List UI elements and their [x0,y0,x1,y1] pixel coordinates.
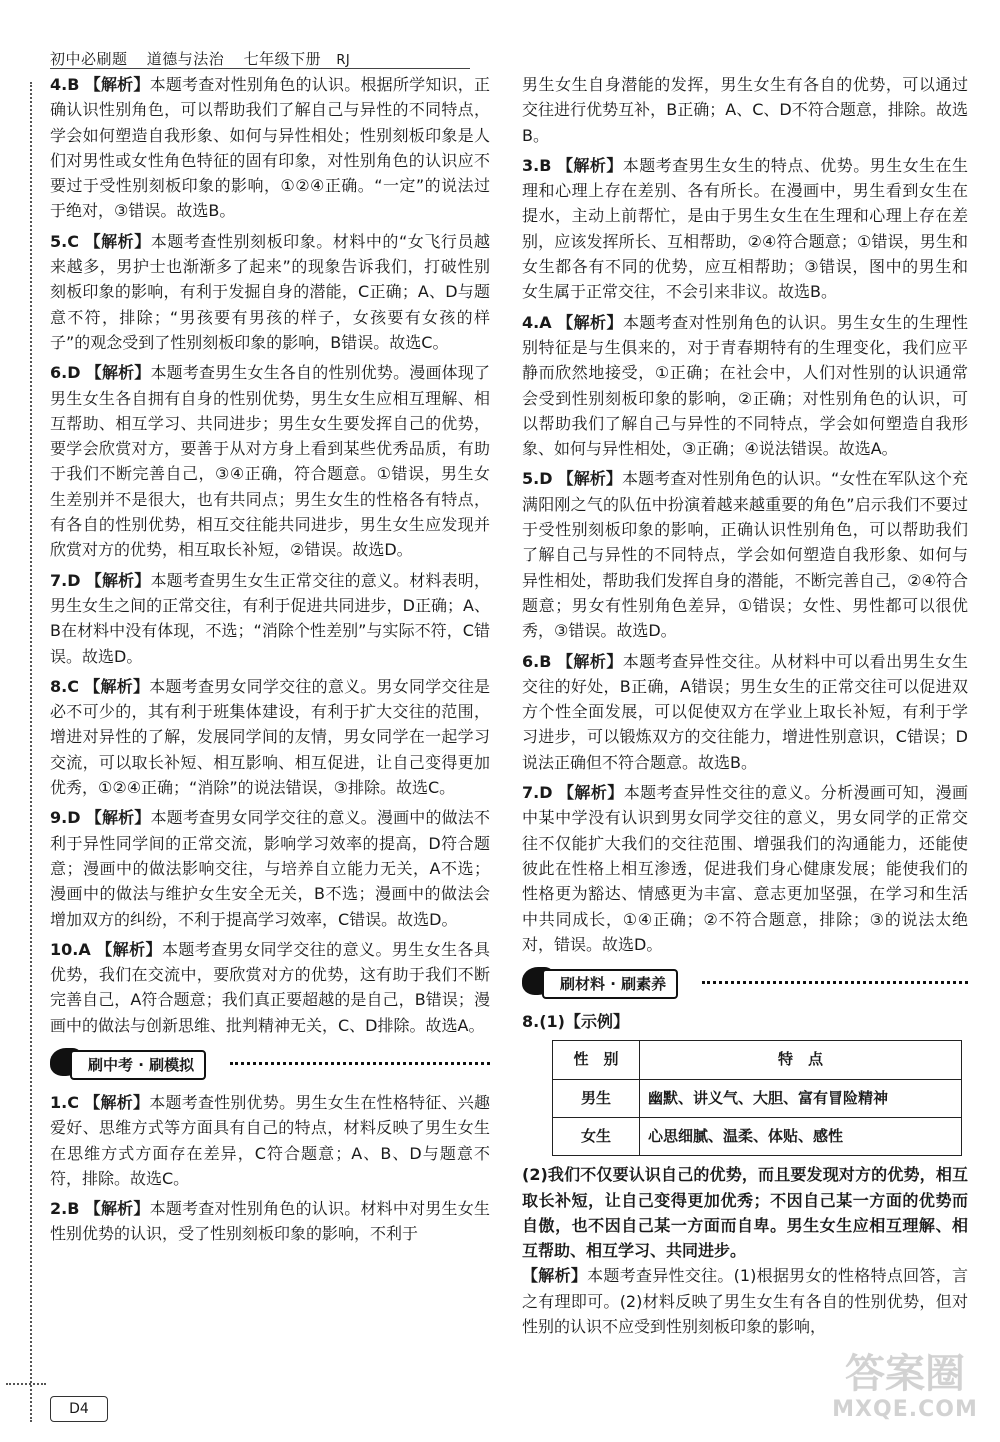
analysis-tag: 【解析】 [84,676,150,696]
answer-text: 本题考查对性别角色的认识。根据所学知识，正确认识性别角色，可以帮助我们了解自己与异性的不同特点，学会如何塑造自我形象、如何与异性相处；性别刻板印象是人们对男性或女性角色特征的固有印象，对性别角色的认识应不要过于受性别刻板印象的影响，①②④正确。“一定”的说法过于绝对，③错误。故选B。 [50,75,490,221]
answer-number: 2.B [50,1199,80,1219]
answer-text: 本题考查对性别角色的认识。男生女生的生理性别特征是与生俱来的，对于青春期特有的生理变化，我们应平静而欣然地接受，①正确；在社会中，人们对性别的认识通常会受到性别刻板印象的影响，②正确；对性别角色的认识，可以帮助我们了解自己与异性的不同特点，学会如何塑造自我形象、如何与异性相处，③正确；④说法错误。故选A。 [522,312,968,459]
cell-feature: 心思细腻、温柔、体贴、感性 [640,1117,962,1155]
page-header [50,48,364,69]
analysis-tag: 【解析】 [85,363,151,383]
question-8 [522,1009,968,1339]
analysis-tag: 【解析】 [556,155,623,175]
answer-number: 3.B [522,155,552,175]
answer-text: 本题考查性别优势。男生女生在性格特征、兴趣爱好、思维方式等方面具有自己的特点，材料反映了男生女生在思维方式方面存在差异，C符合题意；A、B、D与题意不符，排除。故选C。 [50,1092,490,1188]
answer-number: 4.A [522,312,552,332]
answer-item [522,153,968,305]
analysis-tag: 【解析】 [84,231,151,251]
analysis-tag: 【解析】 [84,75,150,94]
analysis-tag: 【解析】 [85,808,151,828]
analysis-tag: 【解析】 [84,1199,150,1219]
answer-text: 本题考查异性交往。从材料中可以看出男生女生交往的好处，B正确，A错误；男生女生的正常交往可以促进双方个性全面发展，可以促使双方在学业上取长补短，有利于学习进步，可以锻炼双方的交往能力，增进性别意识，C错误；D说法正确但不符合题意。故选B。 [522,651,968,772]
answer-item [522,466,968,643]
q8-head: 8.(1)【示例】 [522,1012,629,1032]
section-dotted-rule [230,1062,490,1065]
answer-item [522,780,968,957]
analysis-tag: 【解析】 [556,651,623,671]
analysis-tag: 【解析】 [85,570,151,590]
answer-text: 本题考查异性交往的意义。分析漫画可知，漫画中某中学没有认识到男女同学交往的意义，男女同学的正常交往不仅能扩大我们的交往范围、增强我们的沟通能力，还能使彼此在性格上相互渗透，促进我们身心健康发展；能使我们的性格更为豁达、情感更为丰富、意志更加坚强，在学习和生活中共同成长，①④正确；②不符合题意，排除；③的说法太绝对，错误。故选D。 [522,783,968,954]
margin-dotted-tick [6,1383,46,1385]
subject-title: 道德与法治 [146,50,225,68]
watermark-sub: MXQE.COM [832,1397,978,1422]
section-header-material [522,965,968,999]
answer-item [50,1090,490,1191]
answer-item [522,310,968,462]
answer-item [50,229,490,355]
answer-item [50,805,490,931]
answer-number: 1.C [50,1092,79,1112]
section-label: 刷材料 · 刷素养 [542,969,678,999]
analysis-tag: 【解析】 [522,1266,588,1286]
analysis-tag: 【解析】 [558,783,624,803]
answer-number: 9.D [50,808,81,828]
answer-item [50,568,490,669]
answer-number: 5.D [522,469,553,489]
cell-feature: 幽默、讲义气、大胆、富有冒险精神 [640,1079,962,1117]
analysis-tag: 【解析】 [96,939,162,959]
analysis-tag: 【解析】 [557,469,622,489]
cell-sex: 女生 [553,1117,640,1155]
answer-number: 5.C [50,231,79,251]
section-label: 刷中考 · 刷模拟 [70,1050,206,1080]
book-title: 初中必刷题 [50,50,128,68]
answer-number: 4.B [50,75,80,94]
answer-text: 本题考查性别刻板印象。材料中的“女飞行员越来越多，男护士也渐渐多了起来”的现象告诉我们，打破性别刻板印象的影响，有利于发掘自身的潜能，C正确；A、D与题意不符，排除；“男孩要有男孩的样子，女孩要有女孩的样子”的观念受到了性别刻板印象的影响，B错误。故选C。 [50,231,490,352]
answer-text: 本题考查男生女生的特点、优势。男生女生在生理和心理上存在差别、各有所长。在漫画中，男生看到女生在提水，主动上前帮忙，是由于男生女生在生理和心理上存在差别，应该发挥所长、互相帮助，②④符合题意；①错误，男生和女生都各有不同的优势，应互相帮助；③错误，图中的男生和女生属于正常交往，不会引来非议。故选B。 [522,155,968,302]
section-header-exam [50,1046,490,1080]
analysis-tag: 【解析】 [557,312,623,332]
grade-title: 七年级下册 [243,50,322,68]
answer-text: 本题考查男女同学交往的意义。漫画中的做法不利于异性同学间的正常交流，影响学习效率的提高，D符合题意；漫画中的做法影响交往，与培养自立能力无关，A不选；漫画中的做法与维护女生安全无关，B不选；漫画中的做法会增加双方的纠纷，不利于提高学习效率，C错误。故选D。 [50,808,490,929]
cell-sex: 男生 [553,1079,640,1117]
answer-item [50,674,490,800]
header-rule [50,68,470,69]
answer-text: 本题考查男女同学交往的意义。男女同学交往是必不可少的，其有利于班集体建设，有利于扩大交往的范围，增进对异性的了解，发展同学间的友情，男女同学在一起学习交流，可以取长补短、相互影响、相互促进，让自己变得更加优秀，①②④正确；“消除”的说法错误，③排除。故选C。 [50,676,490,798]
page-number: D4 [50,1396,108,1422]
answer-number: 7.D [50,570,81,590]
section-dotted-rule [702,981,968,984]
table-header-sex: 性 别 [553,1041,640,1079]
analysis-tag: 【解析】 [84,1092,150,1112]
answer-item [522,649,968,775]
feature-table [552,1040,962,1156]
q8-analysis [522,1263,968,1339]
answer-item [522,72,968,148]
table-row [553,1117,962,1155]
q8-answer-2: (2)我们不仅要认识自己的优势，而且要发现对方的优势，相互取长补短，让自己变得更加优秀；不因自己某一方面的优势而自傲，也不因自己某一方面而自卑。男生女生应相互理解、相互帮助、相互学习、共同进步。 [522,1165,968,1261]
table-row [553,1079,962,1117]
answer-number: 6.B [522,651,552,671]
answer-number: 7.D [522,783,553,803]
answer-number: 6.D [50,363,81,383]
watermark-main: 答案圈 [845,1351,965,1397]
answer-number: 8.C [50,676,79,696]
watermark-logo [830,1352,980,1432]
table-header-feature: 特 点 [640,1041,962,1079]
answer-text: 本题考查对性别角色的认识。“女性在军队这个充满阳刚之气的队伍中扮演着越来越重要的角色”启示我们不要过于受性别刻板印象的影响，正确认识性别角色，可以帮助我们了解自己与异性的不同特点，学会如何塑造自我形象、如何与异性相处，帮助我们发挥自身的潜能，不断完善自己，②④符合题意；男女有性别角色差异，①错误；女性、男性都可以很优秀，③错误。故选D。 [522,469,968,641]
answer-text: 本题考查男女同学交往的意义。男生女生各具优势，我们在交流中，要欣赏对方的优势，这有助于我们不断完善自己，A符合题意；我们真正要超越的是自己，B错误；漫画中的做法与创新思维、批判精神无关，C、D排除。故选A。 [50,939,490,1035]
edition-label: RJ [336,53,351,68]
answer-item [50,72,490,224]
analysis-text: 本题考查异性交往。(1)根据男女的性格特点回答，言之有理即可。(2)材料反映了男生女生有各自的性别优势，但对性别的认识不应受到性别刻板印象的影响， [522,1266,968,1337]
answer-text: 男生女生自身潜能的发挥，男生女生有各自的优势，可以通过交往进行优势互补，B正确；A、C、D不符合题意，排除。故选B。 [522,75,968,145]
answer-item [50,937,490,1038]
answer-item [50,1196,490,1247]
answer-item [50,360,490,562]
answer-text: 本题考查对性别角色的认识。材料中对男生女生性别优势的认识，受了性别刻板印象的影响，不利于 [50,1199,490,1244]
answer-number: 10.A [50,939,91,959]
answer-text: 本题考查男生女生各自的性别优势。漫画体现了男生女生各自拥有自身的性别优势，男生女生应相互理解、相互帮助、相互学习、共同进步；男生女生要发挥自己的优势，要学会欣赏对方，要善于从对方身上看到某些优秀品质，有助于我们不断完善自己，③④正确，符合题意。①错误，男生女生差别并不是很大，也有共同点；男生女生的性格各有特点，有各自的性别优势，相互交往能共同进步，男生女生应发现并欣赏对方的优势，相互取长补短，②错误。故选D。 [50,363,490,560]
right-column [522,72,968,1344]
margin-dotted-line [30,82,32,1422]
left-column [50,72,490,1252]
answer-text: 本题考查男生女生正常交往的意义。材料表明，男生女生之间的正常交往，有利于促进共同进步，D正确；A、B在材料中没有体现，不选；“消除个性差别”与实际不符，C错误。故选D。 [50,570,490,666]
